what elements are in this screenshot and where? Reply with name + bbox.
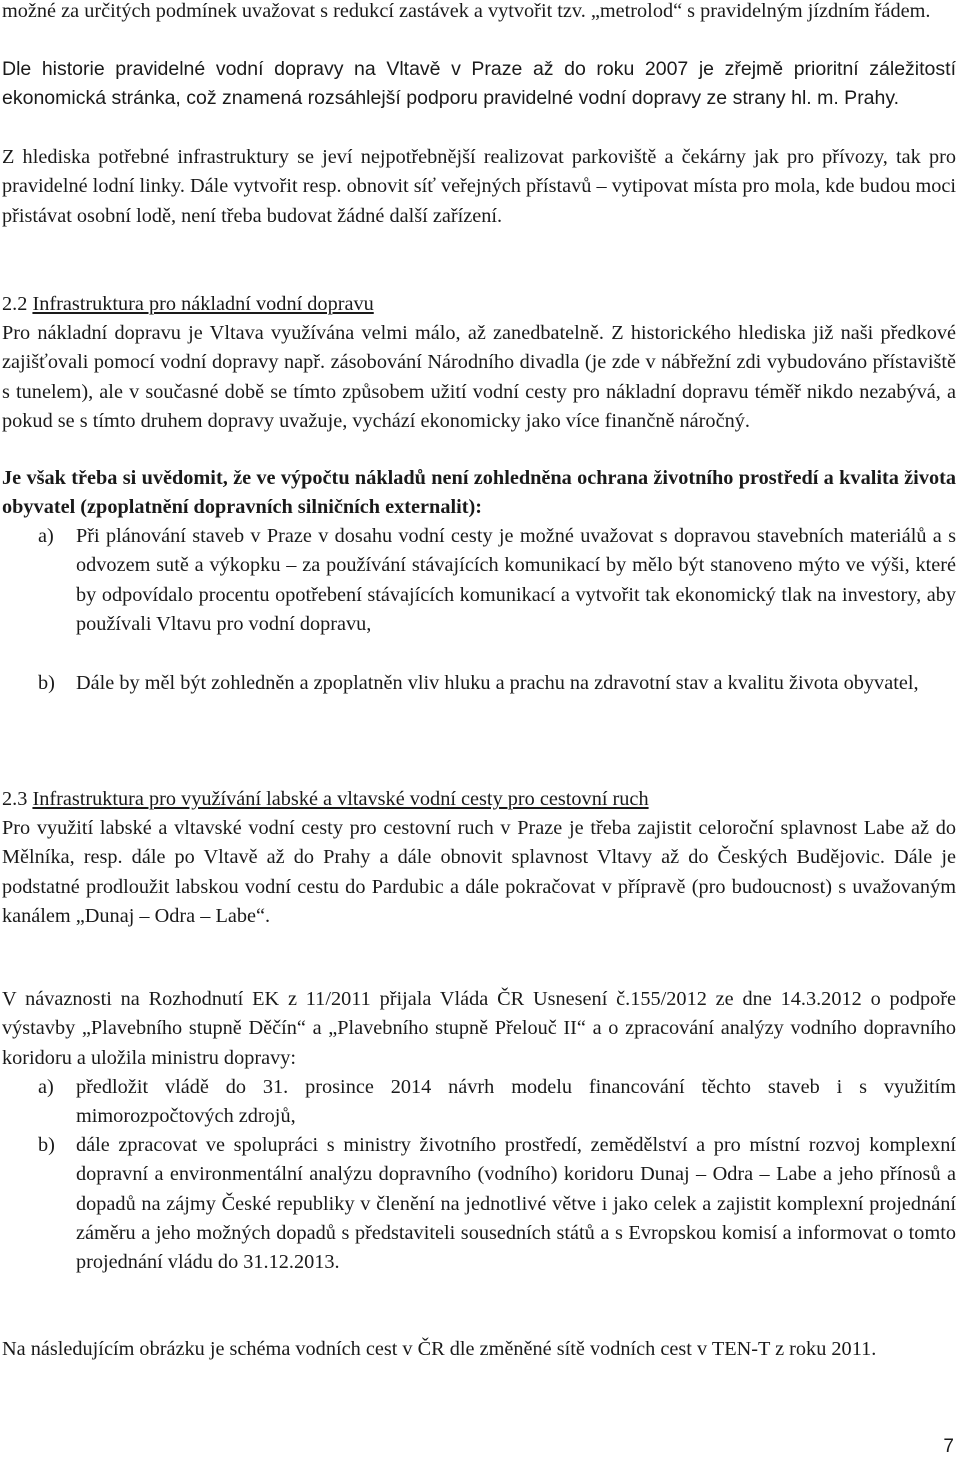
paragraph-history: Dle historie pravidelné vodní dopravy na Vltavě v Praze až do roku 2007 je zřejmě prioritní záležitostí ekonomická stránka, což znamená rozsáhlejší podporu pravidelné vodní dopravy ze strany hl. m. Prahy. [2,58,956,110]
paragraph-freight: Pro nákladní dopravu je Vltava využívána velmi málo, až zanedbatelně. Z historického hlediska již naši předkové zajišťovali pomocí vodní dopravy např. zásobování Národního divadla (je zde v nábřežní zdi vybudováno přístaviště s tunelem), ale v současné době se tímto způsobem užití vodní cesty pro nákladní dopravu téměř nikdo nezabývá, a pokud se s tímto druhem dopravy uvažuje, vychází ekonomicky jako více finančně náročný. [2,322,956,432]
list-text: dále zpracovat ve spolupráci s ministry životního prostředí, zemědělství a pro místní rozvoj komplexní dopravní a environmentální analýzu dopravního (vodního) koridoru Dunaj – Odra – Labe a jeho přínosů a dopadů na zájmy České republiky v členění na jednotlivé větve i jako celek a zajistit komplexní projednání záměru a jeho možných dopadů s představiteli sousedních států a s Evropskou komisí a informovat o tomto projednání vládu do 31.12.2013. [76,1134,956,1274]
list-marker: a) [38,1076,54,1098]
list-text: Při plánování staveb v Praze v dosahu vodní cesty je možné uvažovat s dopravou stavebních materiálů a s odvozem sutě a výkopku – za používání stávajících komunikací by mělo být stanoveno mýto ve výši, které by odpovídalo procentu opotřebení stávajících komunikací a vytvořit tak ekonomický tlak na investory, aby používali Vltavu pro vodní dopravu, [76,525,956,635]
section-number: 2.3 [2,788,28,810]
section-number: 2.2 [2,293,28,315]
paragraph-infrastructure: Z hlediska potřebné infrastruktury se jeví nejpotřebnější realizovat parkoviště a čekárny jak pro přívozy, tak pro pravidelné lodní linky. Dále vytvořit resp. obnovit síť veřejných přístavů – vytipovat místa pro mola, kde budou moci přistávat osobní lodě, není třeba budovat žádné další zařízení. [2,146,956,227]
list-item [38,1131,956,1277]
list-text: Dále by měl být zohledněn a zpoplatněn vliv hluku a prachu na zdravotní stav a kvalitu života obyvatel, [76,672,919,694]
paragraph-tourism: Pro využití labské a vltavské vodní cesty pro cestovní ruch v Praze je třeba zajistit celoroční splavnost Labe až do Mělníka, resp. dále po Vltavě až do Prahy a dále obnovit splavnost Vltavy až do Českých Budějovic. Dále je podstatné prodloužit labskou vodní cestu do Pardubic a dále pokračovat v přípravě (pro budoucnost) s uvažovaným kanálem „Dunaj – Odra – Labe“. [2,817,956,927]
list-marker: b) [38,1134,55,1156]
list-item [38,1073,956,1132]
list-text: předložit vládě do 31. prosince 2014 návrh modelu financování těchto staveb i s využitím mimorozpočtových zdrojů, [76,1076,956,1128]
paragraph-emphasis: Je však třeba si uvědomit, že ve výpočtu nákladů není zohledněna ochrana životního prostředí a kvalita života obyvatel (zpoplatnění dopravních silničních externalit): [2,467,956,519]
list-marker: a) [38,525,54,547]
section-title: Infrastruktura pro využívání labské a vltavské vodní cesty pro cestovní ruch [32,788,649,810]
page-number: 7 [943,1436,954,1457]
list-item [38,522,956,639]
section-title: Infrastruktura pro nákladní vodní dopravu [32,293,374,315]
list-marker: b) [38,672,55,694]
section-heading-2-2 [2,290,956,319]
list-item [38,669,956,698]
paragraph-figure-intro: Na následujícím obrázku je schéma vodních cest v ČR dle změněné sítě vodních cest v TEN-T z roku 2011. [2,1338,877,1360]
paragraph-government-resolution: V návaznosti na Rozhodnutí EK z 11/2011 přijala Vláda ČR Usnesení č.155/2012 ze dne 14.3.2012 o podpoře výstavby „Plavebního stupně Děčín“ a „Plavebního stupně Přelouč II“ a o zpracování analýzy vodního dopravního koridoru a uložila ministru dopravy: [2,988,956,1069]
section-heading-2-3 [2,785,956,814]
paragraph-metrolod: možné za určitých podmínek uvažovat s redukcí zastávek a vytvořit tzv. „metrolod“ s pravidelným jízdním řádem. [2,0,931,22]
